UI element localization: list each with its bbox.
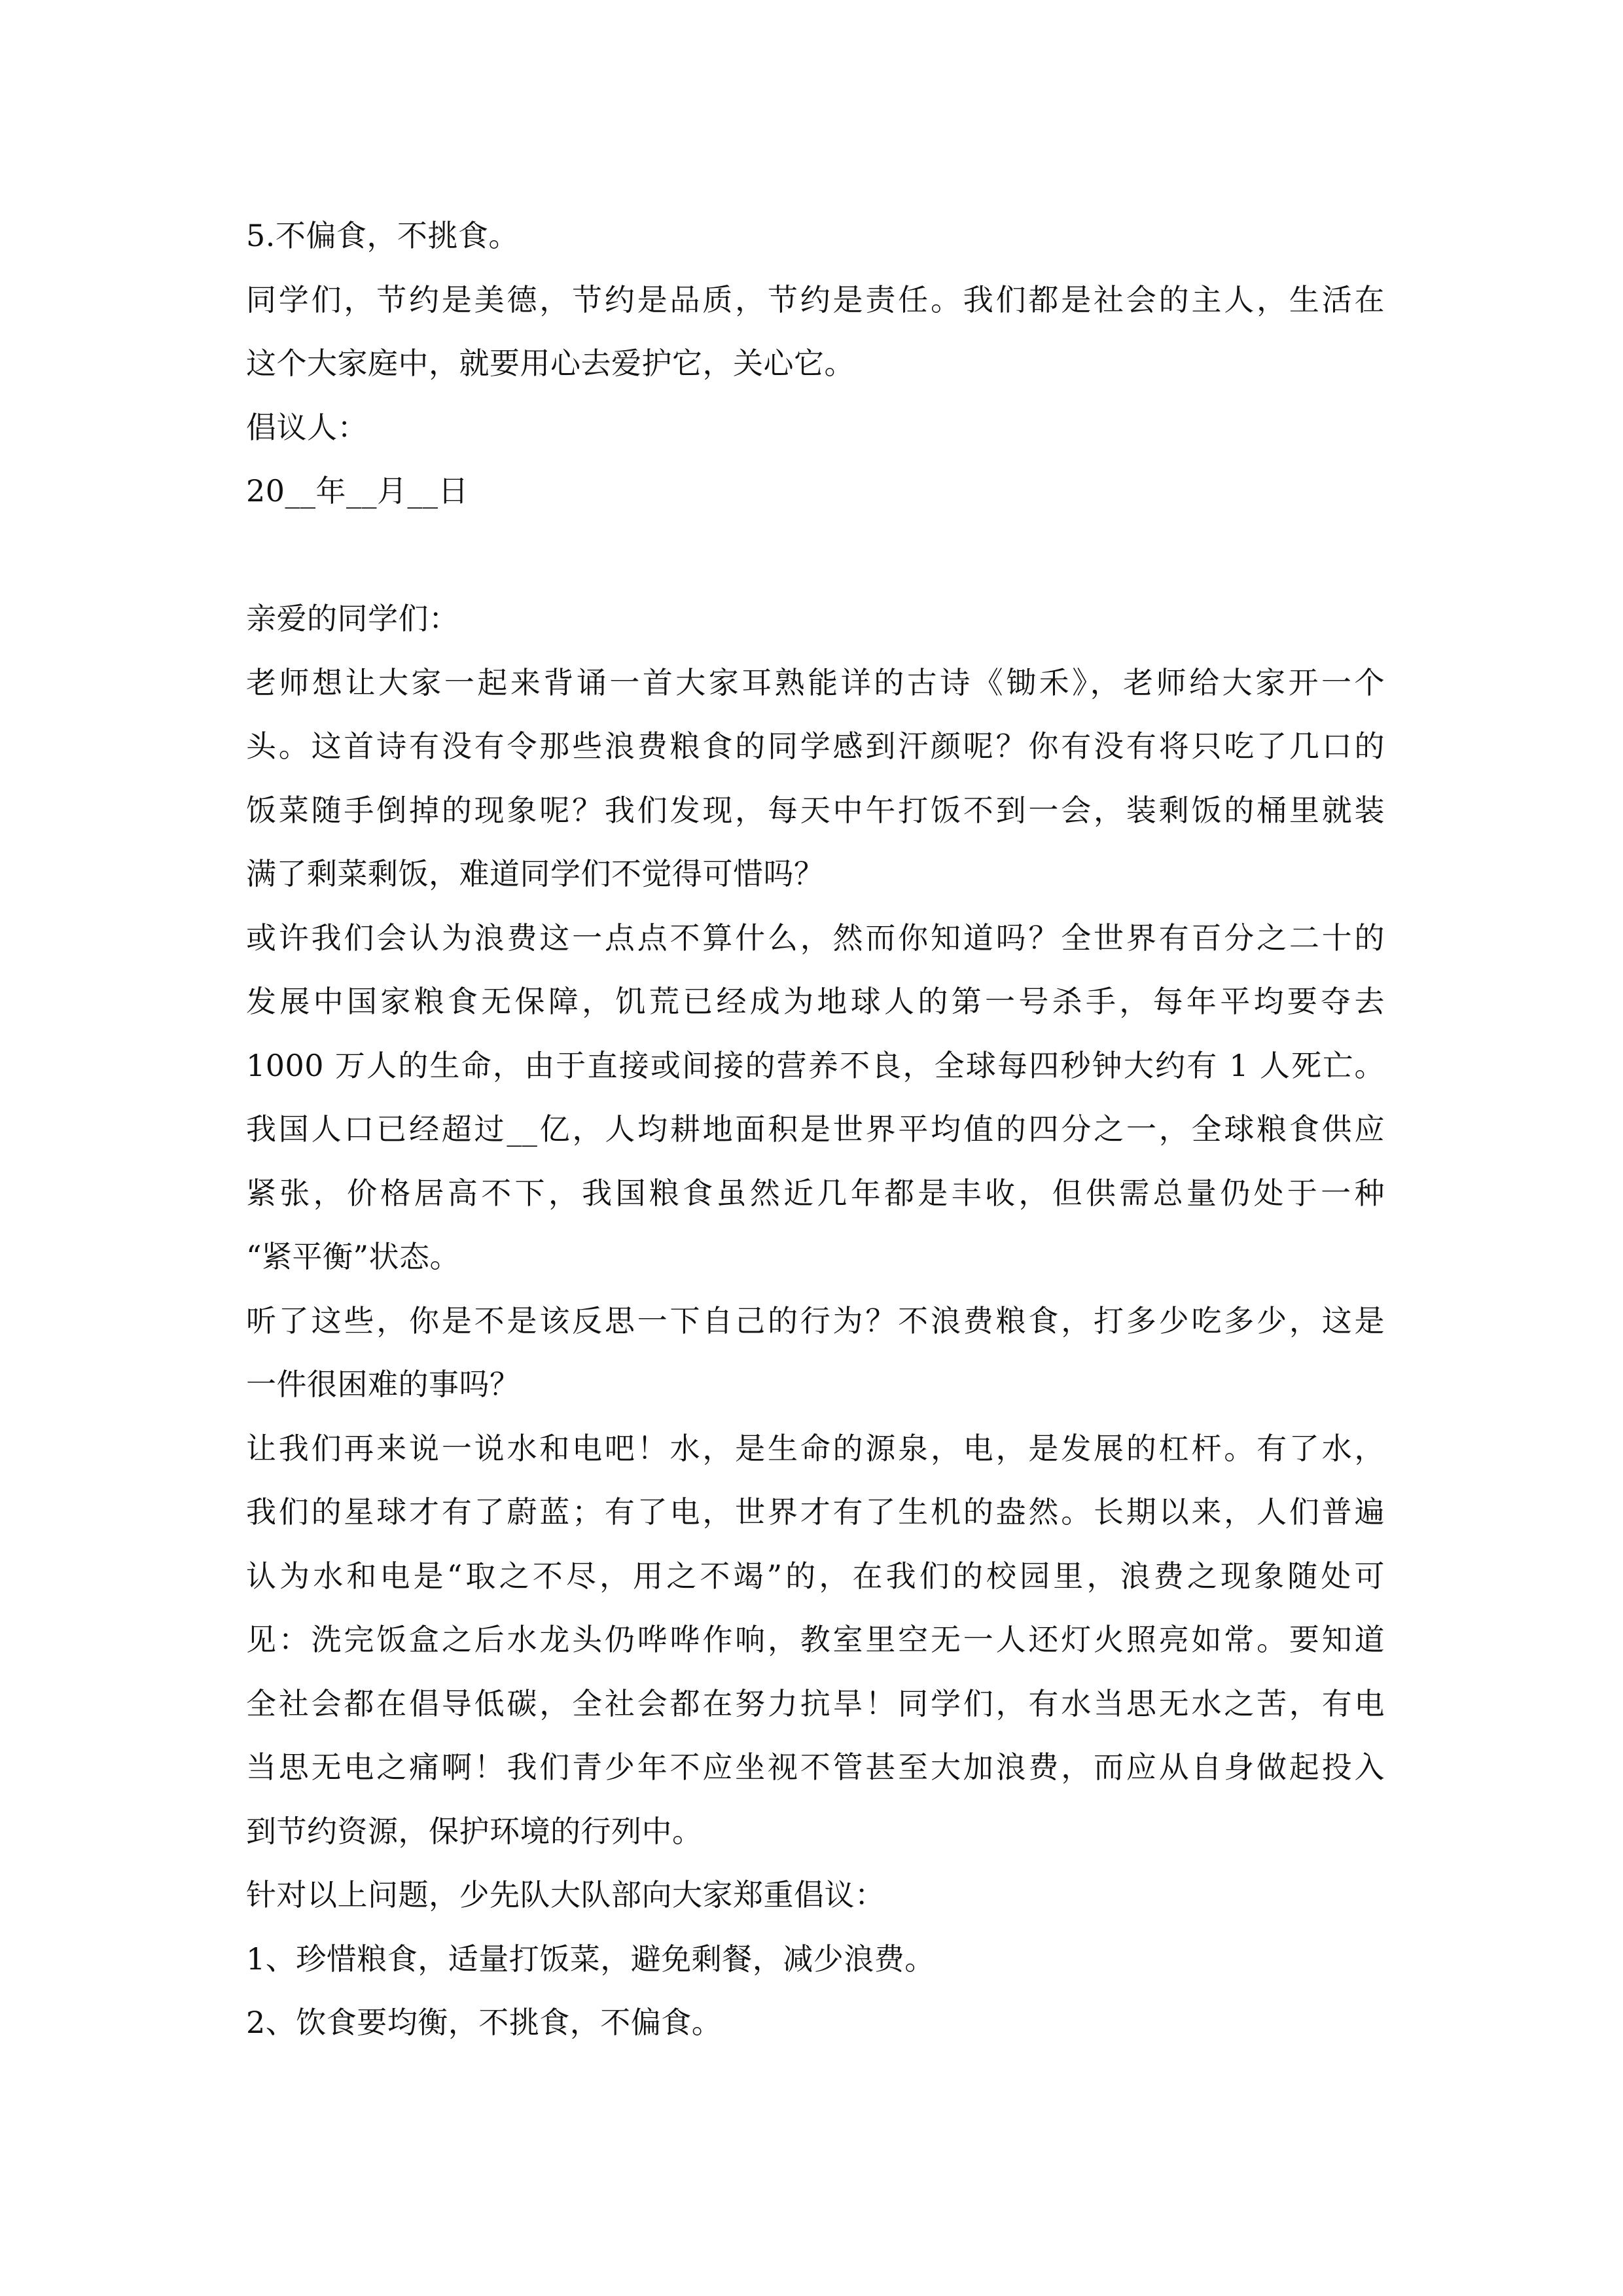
- paragraph-line: 饭菜随手倒掉的现象呢？我们发现，每天中午打饭不到一会，装剩饭的桶里就装: [246, 792, 1385, 828]
- paragraph-line: 到节约资源，保护环境的行列中。: [246, 1813, 703, 1849]
- paragraph-line: 1000 万人的生命，由于直接或间接的营养不良，全球每四秒钟大约有 1 人死亡。: [246, 1047, 1385, 1083]
- paragraph-line: 我们的星球才有了蔚蓝；有了电，世界才有了生机的盎然。长期以来，人们普遍: [246, 1494, 1385, 1530]
- paragraph-line: “紧平衡”状态。: [246, 1239, 461, 1274]
- paragraph-line: 听了这些，你是不是该反思一下自己的行为？不浪费粮食，打多少吃多少，这是: [246, 1302, 1385, 1338]
- paragraph-line: 当思无电之痛啊！我们青少年不应坐视不管甚至大加浪费，而应从自身做起投入: [246, 1749, 1385, 1785]
- paragraph-line: 我国人口已经超过__亿，人均耕地面积是世界平均值的四分之一，全球粮食供应: [246, 1111, 1385, 1147]
- date-line: 20__年__月__日: [246, 473, 469, 509]
- salutation: 亲爱的同学们：: [246, 601, 459, 636]
- proposal-intro: 针对以上问题，少先队大队部向大家郑重倡议：: [246, 1877, 885, 1912]
- proposer-label: 倡议人：: [246, 409, 368, 445]
- paragraph-line: 让我们再来说一说水和电吧！水，是生命的源泉，电，是发展的杠杆。有了水，: [246, 1430, 1385, 1466]
- list-item-5: 5.不偏食，不挑食。: [246, 218, 519, 253]
- paragraph-line: 或许我们会认为浪费这一点点不算什么，然而你知道吗？全世界有百分之二十的: [246, 920, 1385, 956]
- paragraph-line: 全社会都在倡导低碳，全社会都在努力抗旱！同学们，有水当思无水之苦，有电: [246, 1685, 1385, 1721]
- paragraph-line: 紧张，价格居高不下，我国粮食虽然近几年都是丰收，但供需总量仍处于一种: [246, 1175, 1385, 1211]
- list-item-2: 2、饮食要均衡，不挑食，不偏食。: [246, 2005, 722, 2040]
- document-page: [246, 204, 1385, 2055]
- paragraph-line: 一件很困难的事吗？: [246, 1367, 520, 1402]
- closing-paragraph-line: 同学们，节约是美德，节约是品质，节约是责任。我们都是社会的主人，生活在: [246, 281, 1385, 317]
- paragraph-line: 发展中国家粮食无保障，饥荒已经成为地球人的第一号杀手，每年平均要夺去: [246, 984, 1385, 1019]
- paragraph-line: 头。这首诗有没有令那些浪费粮食的同学感到汗颜呢？你有没有将只吃了几口的: [246, 728, 1385, 764]
- closing-paragraph-line: 这个大家庭中，就要用心去爱护它，关心它。: [246, 346, 855, 381]
- paragraph-line: 老师想让大家一起来背诵一首大家耳熟能详的古诗《锄禾》，老师给大家开一个: [246, 664, 1385, 700]
- section-spacer: [246, 524, 1385, 588]
- paragraph-line: 满了剩菜剩饭，难道同学们不觉得可惜吗？: [246, 856, 825, 891]
- paragraph-line: 认为水和电是“取之不尽，用之不竭”的，在我们的校园里，浪费之现象随处可: [246, 1558, 1385, 1594]
- list-item-1: 1、珍惜粮食，适量打饭菜，避免剩餐，减少浪费。: [246, 1941, 935, 1977]
- paragraph-line: 见：洗完饭盒之后水龙头仍哗哗作响，教室里空无一人还灯火照亮如常。要知道: [246, 1622, 1385, 1657]
